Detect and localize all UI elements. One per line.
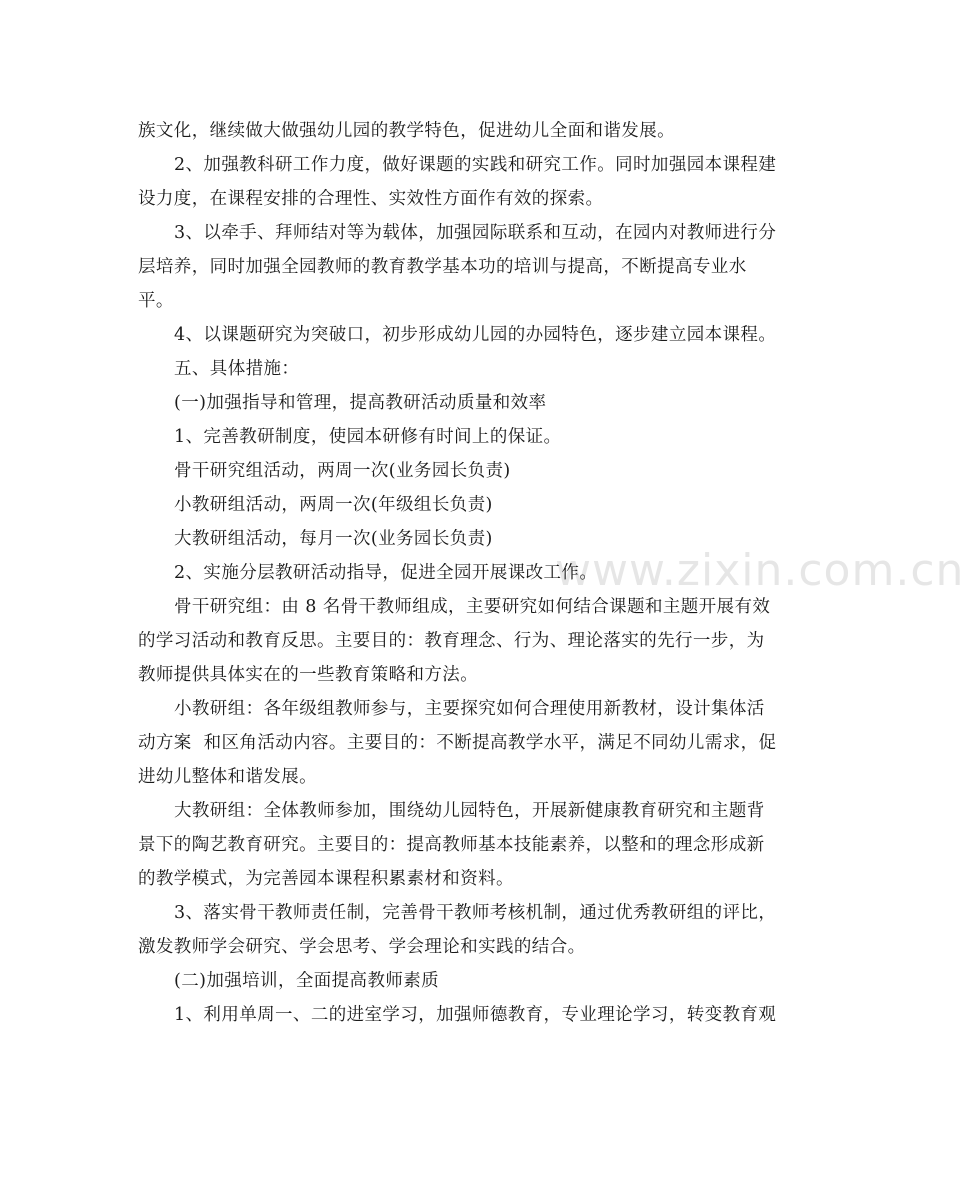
text-line: 3、落实骨干教师责任制，完善骨干教师考核机制，通过优秀教研组的评比， <box>174 903 777 923</box>
text-line: 的学习活动和教育反思。主要目的：教育理念、行为、理论落实的先行一步，为 <box>138 631 765 651</box>
text-line: 1、完善教研制度，使园本研修有时间上的保证。 <box>174 427 562 447</box>
text-line: 小教研组：各年级组教师参与，主要探究如何合理使用新教材，设计集体活 <box>174 699 765 719</box>
text-line: 层培养，同时加强全园教师的教育教学基本功的培训与提高，不断提高专业水 <box>138 257 747 277</box>
subsection-heading: (二)加强培训，全面提高教师素质 <box>174 971 440 991</box>
subsection-heading: (一)加强指导和管理，提高教研活动质量和效率 <box>174 393 547 413</box>
text-line: 大教研组：全体教师参加，围绕幼儿园特色，开展新健康教育研究和主题背 <box>174 801 765 821</box>
section-heading: 五、具体措施： <box>174 359 300 379</box>
text-line: 大教研组活动，每月一次(业务园长负责) <box>174 529 493 549</box>
text-line: 2、加强教科研工作力度，做好课题的实践和研究工作。同时加强园本课程建 <box>174 155 777 175</box>
text-line: 骨干研究组活动，两周一次(业务园长负责) <box>174 461 511 481</box>
document-body <box>138 114 786 1032</box>
text-line: 进幼儿整体和谐发展。 <box>138 767 317 787</box>
text-line: 设力度，在课程安排的合理性、实效性方面作有效的探索。 <box>138 189 604 209</box>
text-line: 激发教师学会研究、学会思考、学会理论和实践的结合。 <box>138 937 586 957</box>
text-line: 3、以牵手、拜师结对等为载体，加强园际联系和互动，在园内对教师进行分 <box>174 223 777 243</box>
text-line: 族文化，继续做大做强幼儿园的教学特色，促进幼儿全面和谐发展。 <box>138 121 675 141</box>
text-line: 教师提供具体实在的一些教育策略和方法。 <box>138 665 479 685</box>
text-line: 动方案 和区角活动内容。主要目的：不断提高教学水平，满足不同幼儿需求，促 <box>138 733 777 753</box>
text-line: 景下的陶艺教育研究。主要目的：提高教师基本技能素养，以整和的理念形成新 <box>138 835 765 855</box>
text-line: 2、实施分层教研活动指导，促进全园开展课改工作。 <box>174 563 598 583</box>
text-line: 1、利用单周一、二的进室学习，加强师德教育，专业理论学习，转变教育观 <box>174 1005 777 1025</box>
text-line: 的教学模式，为完善园本课程积累素材和资料。 <box>138 869 514 889</box>
text-line: 骨干研究组：由 8 名骨干教师组成，主要研究如何结合课题和主题开展有效 <box>174 597 771 617</box>
text-line: 平。 <box>138 291 174 311</box>
watermark: www.zixin.com.cn <box>555 545 964 596</box>
text-line: 4、以课题研究为突破口，初步形成幼儿园的办园特色，逐步建立园本课程。 <box>174 325 777 345</box>
text-line: 小教研组活动，两周一次(年级组长负责) <box>174 495 493 515</box>
